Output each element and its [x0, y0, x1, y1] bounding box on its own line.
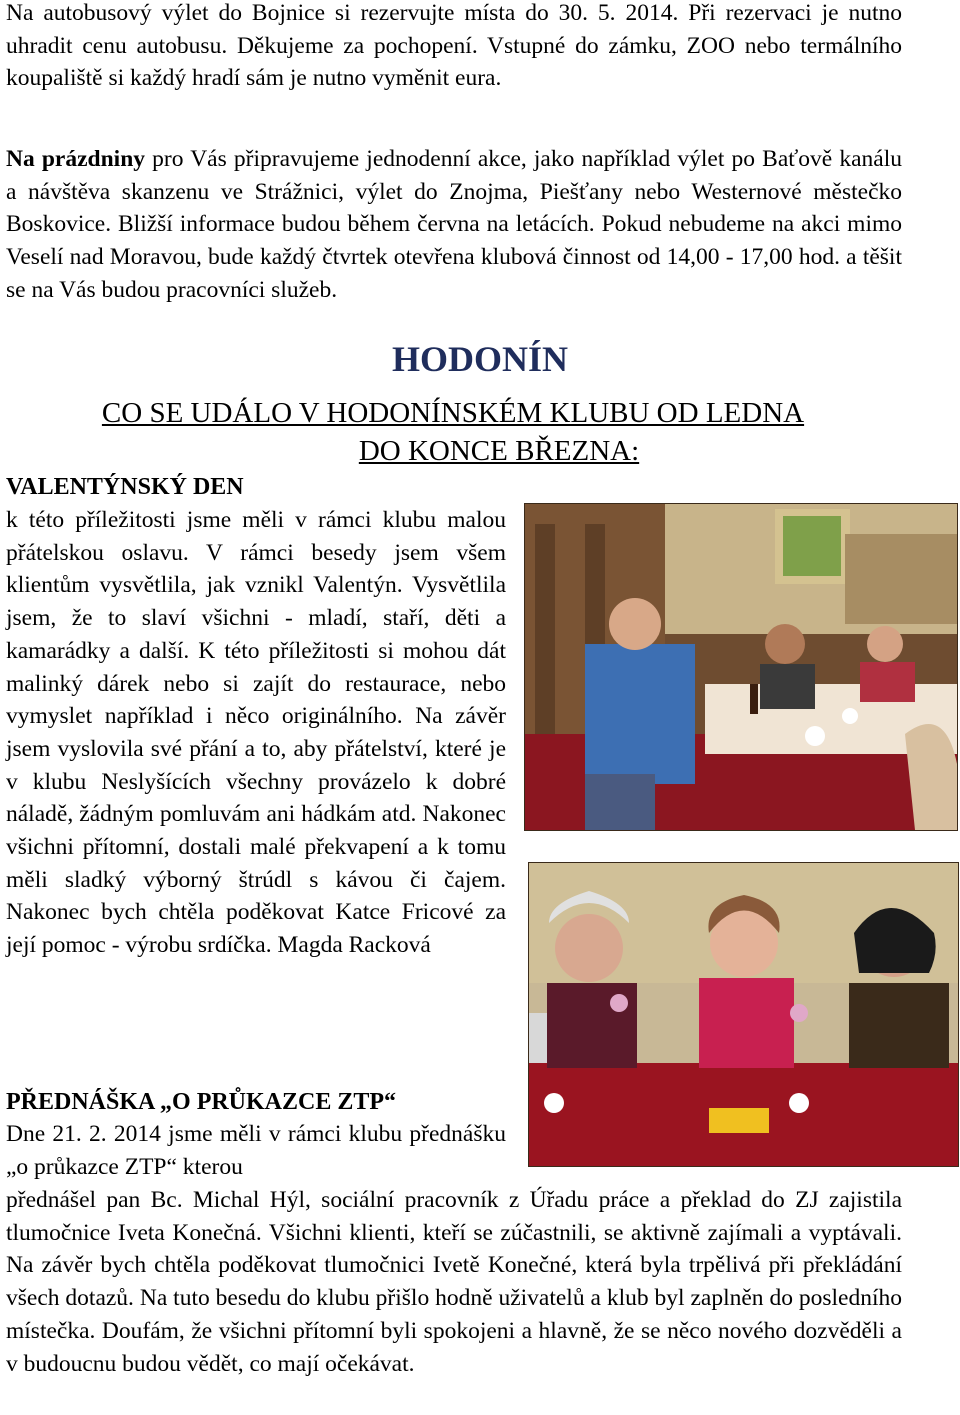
valentine-photo-men [524, 503, 958, 831]
section-subtitle [0, 394, 906, 470]
valentine-photo-women [528, 862, 959, 1167]
holiday-bold-lead: Na prázdniny [6, 146, 146, 172]
holiday-paragraph [6, 143, 902, 307]
bus-trip-paragraph: Na autobusový výlet do Bojnice si rezervujte místa do 30. 5. 2014. Při rezervaci je nutno uhradit cenu autobusu. Děkujeme za pochopení. Vstupné do zámku, ZOO nebo termálního koupaliště si každý hradí sám je nutno vyměnit eura. [6, 0, 902, 92]
subtitle-line-2: DO KONCE BŘEZNA: [358, 435, 640, 467]
lecture-heading: PŘEDNÁŠKA „O PRŮKAZCE ZTP“ [6, 1089, 397, 1115]
section-title: HODONÍN [391, 339, 568, 379]
holiday-text: pro Vás připravujeme jednodenní akce, jako například výlet po Baťově kanálu a návštěva skanzenu ve Strážnici, výlet do Znojma, Piešťany nebo Westernové městečko Boskovice. Bližší informace budou během června na letácích. Pokud nebudeme na akci mimo Veselí nad Moravou, bude každý čtvrtek otevřena klubová činnost od 14,00 - 17,00 hod. a těšit se na Vás budou pracovníci služeb. [6, 146, 902, 303]
valentine-heading: VALENTÝNSKÝ DEN [6, 474, 244, 500]
valentine-text: k této příležitosti jsme měli v rámci klubu malou přátelskou oslavu. V rámci besedy jsem všem klientům vysvětlila, jak vznikl Valentýn. Vysvětlila jsem, že to slaví všichni - mladí, staří, děti a kamarádky a další. K této příležitosti si mohou dát malinký dárek nebo si zajít do restaurace, nebo vymyslet například i něco originálního. Na závěr jsem vyslovila své přání a to, aby přátelství, které je v klubu Neslyšících všechny provázelo k dobré náladě, žádným pomluvám ani hádkám atd. Nakonec všichni přítomní, dostali malé překvapení a k tomu měli sladký výborný štrúdl s kávou či čajem. Nakonec bych chtěla poděkovat Katce Fricové za její pomoc - výrobu srdíčka. Magda Racková [6, 507, 506, 959]
lecture-text-narrow: Dne 21. 2. 2014 jsme měli v rámci klubu přednášku „o průkazce ZTP“ kterou [6, 1121, 506, 1180]
lecture-text-wide: přednášel pan Bc. Michal Hýl, sociální pracovník z Úřadu práce a překlad do ZJ zajistila tlumočnice Iveta Konečná. Všichni klienti, kteří se zúčastnili, se aktivně zajímali a vyptávali. Na závěr bych chtěla poděkovat tlumočnici Ivetě Konečné, která byla trpělivá při překládání všech dotazů. Na tuto besedu do klubu přišlo hodně uživatelů a klub byl zaplněn do posledního místečka. Doufám, že všichni přítomní byli spokojeni a hlavně, že se něco nového dozvěděli a v budoucnu budou vědět, co mají očekávat. [6, 1187, 902, 1377]
subtitle-line-1: CO SE UDÁLO V HODONÍNSKÉM KLUBU OD LEDNA [101, 397, 805, 429]
